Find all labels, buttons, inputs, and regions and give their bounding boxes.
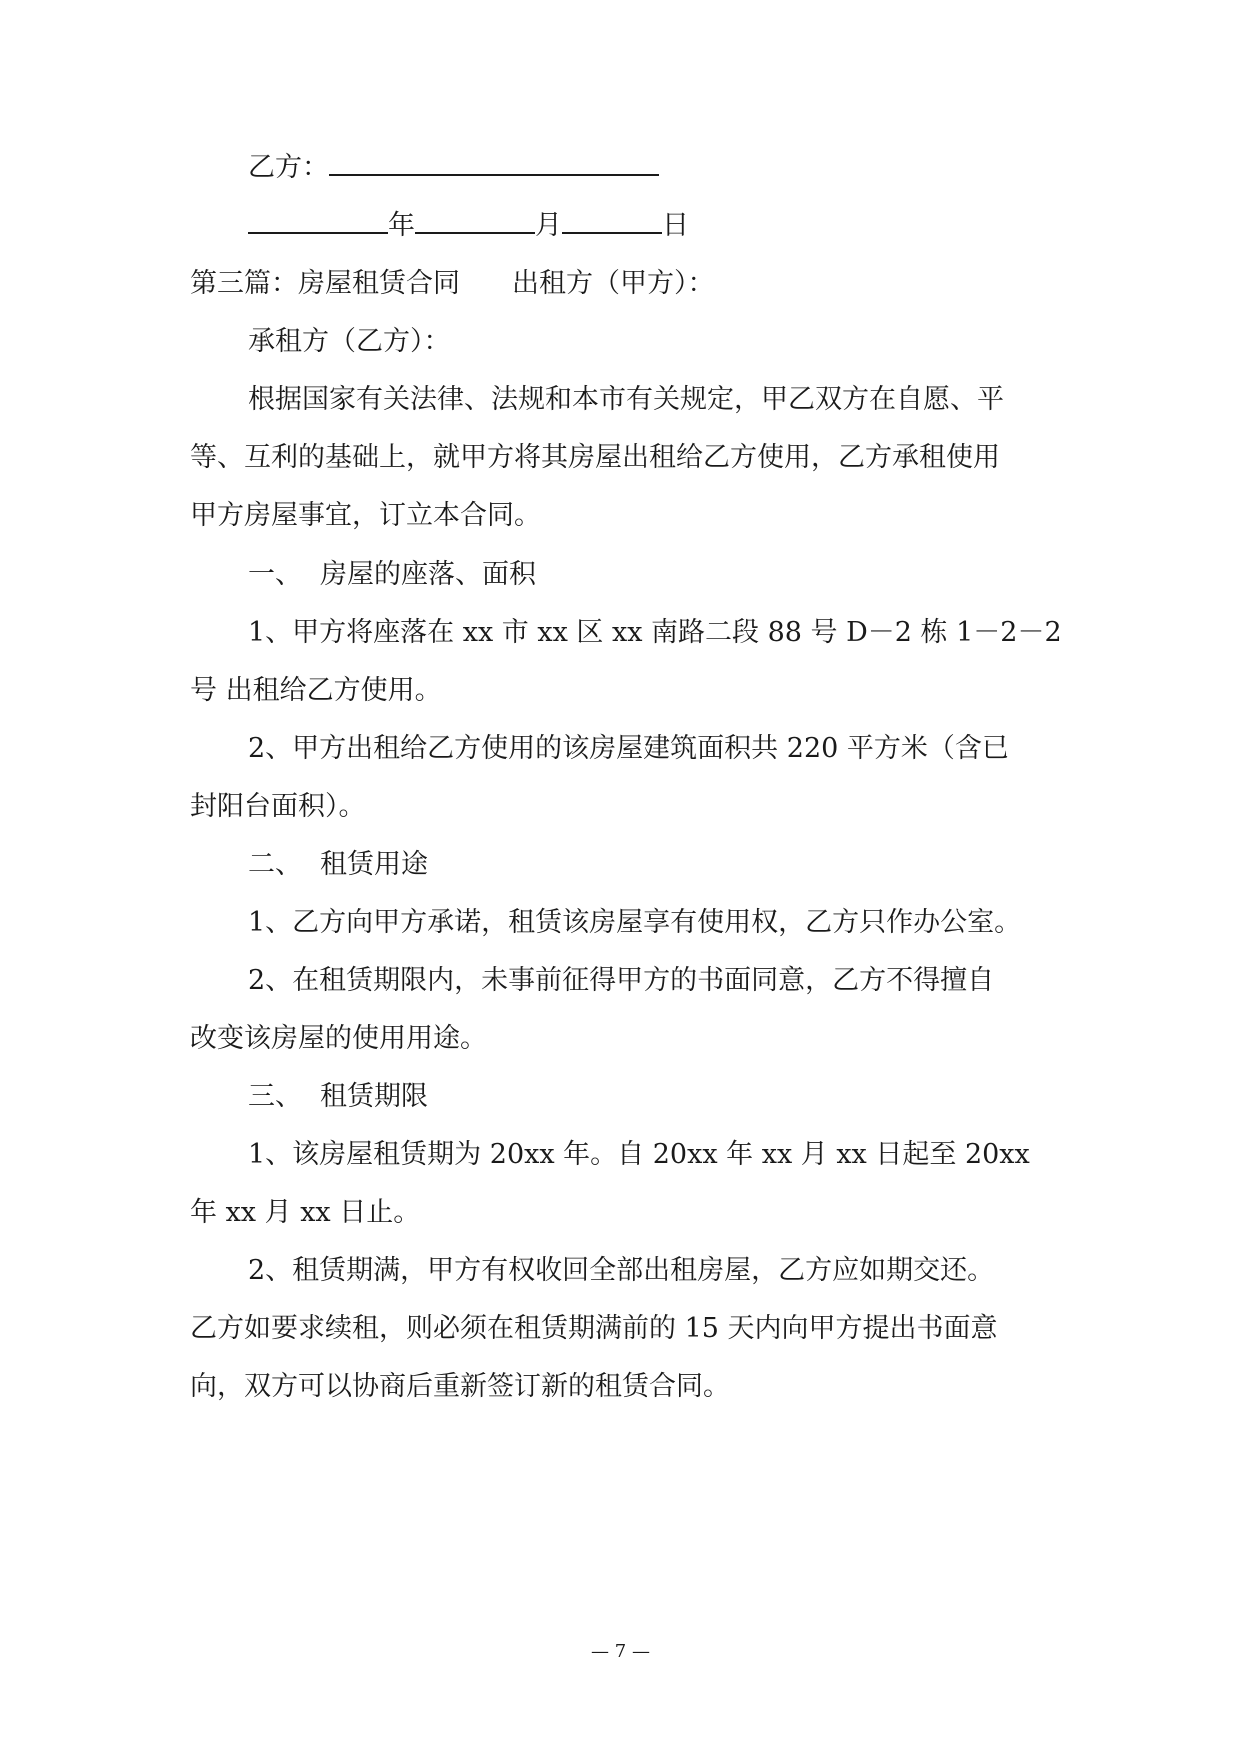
article-2-heading xyxy=(248,845,1128,885)
article-title: 房屋的座落、面积 xyxy=(320,559,536,590)
clause-line: 改变该房屋的使用用途。 xyxy=(190,1023,487,1054)
clause-line: 1、该房屋租赁期为 20xx 年。自 20xx 年 xx 月 xx 日起至 20xx xyxy=(248,1139,1030,1170)
day-label: 日 xyxy=(662,210,689,241)
section-heading xyxy=(190,264,1070,304)
clause-line: 乙方如要求续租，则必须在租赁期满前的 15 天内向甲方提出书面意 xyxy=(190,1313,998,1344)
preamble-line: 根据国家有关法律、法规和本市有关规定，甲乙双方在自愿、平 xyxy=(248,384,1004,415)
clause-line: 封阳台面积）。 xyxy=(190,791,366,822)
article-title: 租赁用途 xyxy=(320,849,428,880)
article-number: 三、 xyxy=(248,1081,302,1112)
section-title: 第三篇：房屋租赁合同 xyxy=(190,268,460,299)
article-3-heading xyxy=(248,1077,1128,1117)
article-title: 租赁期限 xyxy=(320,1081,428,1112)
clause-line: 2、在租赁期限内，未事前征得甲方的书面同意，乙方不得擅自 xyxy=(248,965,995,996)
clause-line: 1、乙方向甲方承诺，租赁该房屋享有使用权，乙方只作办公室。 xyxy=(248,907,1022,938)
month-label: 月 xyxy=(535,210,562,241)
page-number: — 7 — xyxy=(591,1641,650,1662)
lessor-label: 出租方（甲方）： xyxy=(512,268,715,299)
month-blank xyxy=(415,206,535,234)
party-b-blank xyxy=(329,148,659,176)
party-b-label: 乙方： xyxy=(248,152,329,183)
date-signature-line xyxy=(248,206,1128,246)
clause-line: 号 出租给乙方使用。 xyxy=(190,675,442,706)
preamble-line: 等、互利的基础上，就甲方将其房屋出租给乙方使用，乙方承租使用 xyxy=(190,442,1000,473)
year-blank xyxy=(248,206,388,234)
preamble-line: 甲方房屋事宜，订立本合同。 xyxy=(190,500,541,531)
clause-line: 2、甲方出租给乙方使用的该房屋建筑面积共 220 平方米（含已 xyxy=(248,733,1009,764)
lessee-label: 承租方（乙方）： xyxy=(248,326,451,357)
clause-line: 向，双方可以协商后重新签订新的租赁合同。 xyxy=(190,1371,730,1402)
article-1-heading xyxy=(248,555,1128,595)
clause-line: 1、甲方将座落在 xx 市 xx 区 xx 南路二段 88 号 D－2 栋 1－2－2 xyxy=(248,617,1062,648)
clause-line: 2、租赁期满，甲方有权收回全部出租房屋，乙方应如期交还。 xyxy=(248,1255,995,1286)
party-b-signature-line xyxy=(248,148,1128,188)
day-blank xyxy=(562,206,662,234)
article-number: 二、 xyxy=(248,849,302,880)
clause-line: 年 xx 月 xx 日止。 xyxy=(190,1197,421,1228)
year-label: 年 xyxy=(388,210,415,241)
article-number: 一、 xyxy=(248,559,302,590)
